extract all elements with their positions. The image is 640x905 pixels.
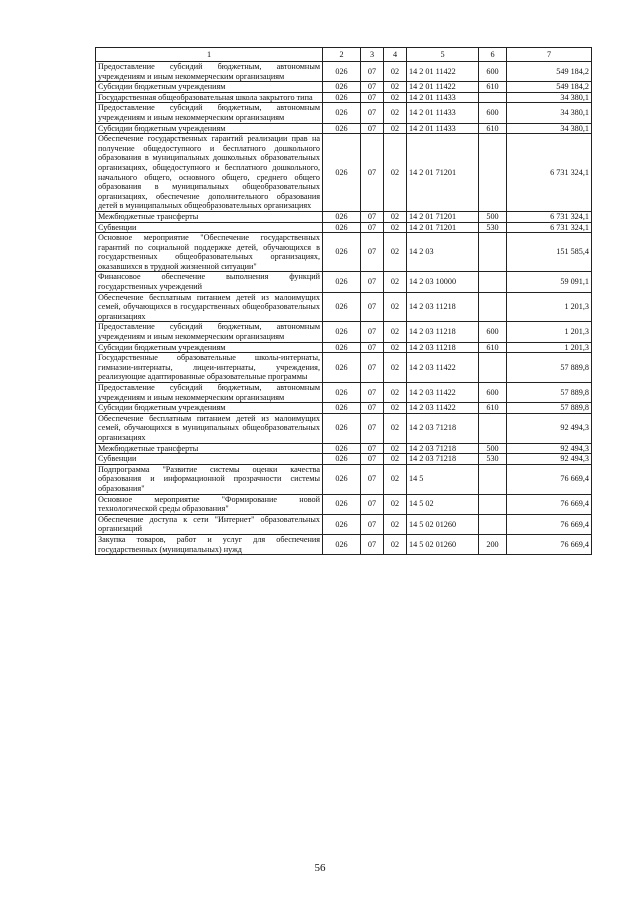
row-amount: 6 731 324,1	[507, 222, 592, 233]
row-subsection-code: 02	[384, 494, 407, 514]
header-col-4: 4	[384, 48, 407, 62]
row-ministry-code: 026	[323, 454, 361, 465]
row-amount: 1 201,3	[507, 292, 592, 322]
header-col-1: 1	[96, 48, 323, 62]
row-ministry-code: 026	[323, 403, 361, 414]
row-name: Основное мероприятие "Формирование новой технологической среды образования"	[96, 494, 323, 514]
row-amount: 76 669,4	[507, 464, 592, 494]
row-ministry-code: 026	[323, 322, 361, 342]
row-ministry-code: 026	[323, 134, 361, 212]
table-row	[96, 464, 592, 494]
row-expense-type	[479, 514, 507, 534]
table-row	[96, 443, 592, 454]
row-target-code: 14 2 03 11218	[407, 292, 479, 322]
row-ministry-code: 026	[323, 211, 361, 222]
row-name: Субвенции	[96, 222, 323, 233]
table-row	[96, 134, 592, 212]
row-subsection-code: 02	[384, 353, 407, 383]
row-amount: 76 669,4	[507, 494, 592, 514]
row-expense-type	[479, 494, 507, 514]
row-section-code: 07	[361, 342, 384, 353]
row-target-code: 14 2 03	[407, 233, 479, 272]
row-target-code: 14 2 01 11433	[407, 123, 479, 134]
row-ministry-code: 026	[323, 494, 361, 514]
row-subsection-code: 02	[384, 272, 407, 292]
row-ministry-code: 026	[323, 534, 361, 554]
row-amount: 92 494,3	[507, 413, 592, 443]
row-target-code: 14 2 03 71218	[407, 413, 479, 443]
row-target-code: 14 2 03 71218	[407, 454, 479, 465]
row-subsection-code: 02	[384, 233, 407, 272]
row-ministry-code: 026	[323, 103, 361, 123]
row-name: Предоставление субсидий бюджетным, автономным учреждениям и иным некоммерческим организациям	[96, 103, 323, 123]
row-target-code: 14 2 01 11433	[407, 103, 479, 123]
row-name: Субвенции	[96, 454, 323, 465]
row-ministry-code: 026	[323, 353, 361, 383]
row-expense-type	[479, 134, 507, 212]
row-subsection-code: 02	[384, 464, 407, 494]
row-section-code: 07	[361, 233, 384, 272]
row-section-code: 07	[361, 272, 384, 292]
table-row	[96, 514, 592, 534]
row-expense-type: 500	[479, 443, 507, 454]
table-row	[96, 454, 592, 465]
row-target-code: 14 5	[407, 464, 479, 494]
row-target-code: 14 2 03 71218	[407, 443, 479, 454]
row-target-code: 14 2 03 11422	[407, 383, 479, 403]
row-ministry-code: 026	[323, 342, 361, 353]
row-target-code: 14 2 01 11422	[407, 62, 479, 82]
row-amount: 549 184,2	[507, 82, 592, 93]
row-amount: 59 091,1	[507, 272, 592, 292]
row-subsection-code: 02	[384, 62, 407, 82]
row-subsection-code: 02	[384, 92, 407, 103]
row-section-code: 07	[361, 383, 384, 403]
row-amount: 92 494,3	[507, 443, 592, 454]
row-expense-type	[479, 464, 507, 494]
table-row	[96, 383, 592, 403]
row-section-code: 07	[361, 534, 384, 554]
row-name: Подпрограмма "Развитие системы оценки качества образования и информационной прозрачности системы образования"	[96, 464, 323, 494]
row-subsection-code: 02	[384, 134, 407, 212]
header-col-5: 5	[407, 48, 479, 62]
table-row	[96, 233, 592, 272]
row-amount: 92 494,3	[507, 454, 592, 465]
row-section-code: 07	[361, 464, 384, 494]
row-expense-type: 600	[479, 383, 507, 403]
row-expense-type	[479, 92, 507, 103]
row-amount: 549 184,2	[507, 62, 592, 82]
row-section-code: 07	[361, 134, 384, 212]
row-section-code: 07	[361, 62, 384, 82]
row-section-code: 07	[361, 92, 384, 103]
table-row	[96, 292, 592, 322]
row-name: Государственные образовательные школы-интернаты, гимназии-интернаты, лицеи-интернаты, учреждения, реализующие адаптированные образовательные программы	[96, 353, 323, 383]
row-ministry-code: 026	[323, 123, 361, 134]
row-subsection-code: 02	[384, 383, 407, 403]
header-col-7: 7	[507, 48, 592, 62]
header-row	[96, 48, 592, 62]
row-ministry-code: 026	[323, 233, 361, 272]
table-row	[96, 494, 592, 514]
row-name: Предоставление субсидий бюджетным, автономным учреждениям и иным некоммерческим организациям	[96, 322, 323, 342]
row-section-code: 07	[361, 413, 384, 443]
row-expense-type: 600	[479, 322, 507, 342]
row-expense-type: 500	[479, 211, 507, 222]
row-amount: 151 585,4	[507, 233, 592, 272]
row-target-code: 14 2 01 11433	[407, 92, 479, 103]
row-target-code: 14 2 01 71201	[407, 222, 479, 233]
row-name: Субсидии бюджетным учреждениям	[96, 342, 323, 353]
row-expense-type	[479, 292, 507, 322]
row-section-code: 07	[361, 123, 384, 134]
row-section-code: 07	[361, 443, 384, 454]
row-name: Субсидии бюджетным учреждениям	[96, 403, 323, 414]
header-col-6: 6	[479, 48, 507, 62]
table-row	[96, 222, 592, 233]
row-target-code: 14 2 03 11218	[407, 342, 479, 353]
row-name: Обеспечение бесплатным питанием детей из малоимущих семей, обучающихся в муниципальных общеобразовательных организациях	[96, 413, 323, 443]
row-expense-type: 610	[479, 123, 507, 134]
row-target-code: 14 2 03 11422	[407, 403, 479, 414]
row-name: Межбюджетные трансферты	[96, 443, 323, 454]
table-row	[96, 62, 592, 82]
row-subsection-code: 02	[384, 292, 407, 322]
row-ministry-code: 026	[323, 464, 361, 494]
row-amount: 34 380,1	[507, 123, 592, 134]
row-subsection-code: 02	[384, 211, 407, 222]
row-ministry-code: 026	[323, 62, 361, 82]
row-name: Основное мероприятие "Обеспечение государственных гарантий по социальной поддержке детей, обучающихся в государственных общеобразовательных организациях, оказавшихся в трудной жизненной ситуации"	[96, 233, 323, 272]
row-subsection-code: 02	[384, 82, 407, 93]
row-target-code: 14 2 03 11218	[407, 322, 479, 342]
row-expense-type	[479, 272, 507, 292]
table-row	[96, 211, 592, 222]
row-subsection-code: 02	[384, 342, 407, 353]
table-row	[96, 272, 592, 292]
row-expense-type	[479, 413, 507, 443]
row-section-code: 07	[361, 403, 384, 414]
row-amount: 6 731 324,1	[507, 134, 592, 212]
header-col-2: 2	[323, 48, 361, 62]
row-subsection-code: 02	[384, 322, 407, 342]
row-section-code: 07	[361, 222, 384, 233]
table-row	[96, 534, 592, 554]
row-ministry-code: 026	[323, 443, 361, 454]
table-row	[96, 353, 592, 383]
row-expense-type	[479, 233, 507, 272]
row-expense-type: 530	[479, 454, 507, 465]
row-subsection-code: 02	[384, 413, 407, 443]
row-target-code: 14 2 01 71201	[407, 134, 479, 212]
row-name: Обеспечение доступа к сети "Интернет" образовательных организаций	[96, 514, 323, 534]
table-row	[96, 322, 592, 342]
row-name: Обеспечение государственных гарантий реализации прав на получение общедоступного и бесплатного дошкольного образования в муниципальных дошкольных образовательных организациях, общедоступного и бесплатного дошкольного, начального общего, основного общего, среднего общего образования в муниципальных общеобразовательных организациях, обеспечение дополнительного образования детей в муниципальных общеобразовательных организациях	[96, 134, 323, 212]
row-target-code: 14 5 02	[407, 494, 479, 514]
row-section-code: 07	[361, 322, 384, 342]
row-amount: 76 669,4	[507, 534, 592, 554]
row-amount: 34 380,1	[507, 92, 592, 103]
table-row	[96, 92, 592, 103]
row-section-code: 07	[361, 82, 384, 93]
row-amount: 1 201,3	[507, 322, 592, 342]
row-name: Субсидии бюджетным учреждениям	[96, 82, 323, 93]
row-name: Предоставление субсидий бюджетным, автономным учреждениям и иным некоммерческим организациям	[96, 383, 323, 403]
row-section-code: 07	[361, 103, 384, 123]
row-amount: 57 889,8	[507, 403, 592, 414]
table-row	[96, 82, 592, 93]
row-name: Государственная общеобразовательная школа закрытого типа	[96, 92, 323, 103]
table-row	[96, 413, 592, 443]
header-col-3: 3	[361, 48, 384, 62]
row-ministry-code: 026	[323, 413, 361, 443]
row-section-code: 07	[361, 353, 384, 383]
row-subsection-code: 02	[384, 534, 407, 554]
row-target-code: 14 2 01 11422	[407, 82, 479, 93]
row-ministry-code: 026	[323, 292, 361, 322]
row-section-code: 07	[361, 514, 384, 534]
row-subsection-code: 02	[384, 514, 407, 534]
table-row	[96, 342, 592, 353]
row-amount: 76 669,4	[507, 514, 592, 534]
row-expense-type: 610	[479, 342, 507, 353]
row-subsection-code: 02	[384, 403, 407, 414]
row-expense-type: 200	[479, 534, 507, 554]
row-amount: 6 731 324,1	[507, 211, 592, 222]
page-number: 56	[314, 862, 326, 874]
row-ministry-code: 026	[323, 272, 361, 292]
row-expense-type: 610	[479, 403, 507, 414]
row-subsection-code: 02	[384, 454, 407, 465]
row-amount: 57 889,8	[507, 353, 592, 383]
row-name: Субсидии бюджетным учреждениям	[96, 123, 323, 134]
row-name: Закупка товаров, работ и услуг для обеспечения государственных (муниципальных) нужд	[96, 534, 323, 554]
row-name: Межбюджетные трансферты	[96, 211, 323, 222]
row-subsection-code: 02	[384, 103, 407, 123]
row-subsection-code: 02	[384, 222, 407, 233]
row-amount: 1 201,3	[507, 342, 592, 353]
row-target-code: 14 2 03 10000	[407, 272, 479, 292]
budget-table	[95, 47, 592, 555]
row-amount: 57 889,8	[507, 383, 592, 403]
row-target-code: 14 2 01 71201	[407, 211, 479, 222]
row-section-code: 07	[361, 494, 384, 514]
row-ministry-code: 026	[323, 383, 361, 403]
row-target-code: 14 5 02 01260	[407, 514, 479, 534]
row-amount: 34 380,1	[507, 103, 592, 123]
row-ministry-code: 026	[323, 92, 361, 103]
row-subsection-code: 02	[384, 123, 407, 134]
row-name: Обеспечение бесплатным питанием детей из малоимущих семей, обучающихся в государственных общеобразовательных организациях	[96, 292, 323, 322]
row-target-code: 14 5 02 01260	[407, 534, 479, 554]
row-ministry-code: 026	[323, 222, 361, 233]
row-expense-type: 600	[479, 62, 507, 82]
row-ministry-code: 026	[323, 82, 361, 93]
row-name: Финансовое обеспечение выполнения функций государственных учреждений	[96, 272, 323, 292]
row-name: Предоставление субсидий бюджетным, автономным учреждениям и иным некоммерческим организациям	[96, 62, 323, 82]
row-target-code: 14 2 03 11422	[407, 353, 479, 383]
row-section-code: 07	[361, 292, 384, 322]
row-ministry-code: 026	[323, 514, 361, 534]
row-section-code: 07	[361, 211, 384, 222]
row-expense-type: 530	[479, 222, 507, 233]
table-row	[96, 403, 592, 414]
table-row	[96, 103, 592, 123]
row-section-code: 07	[361, 454, 384, 465]
table-row	[96, 123, 592, 134]
row-expense-type: 600	[479, 103, 507, 123]
row-subsection-code: 02	[384, 443, 407, 454]
row-expense-type	[479, 353, 507, 383]
row-expense-type: 610	[479, 82, 507, 93]
